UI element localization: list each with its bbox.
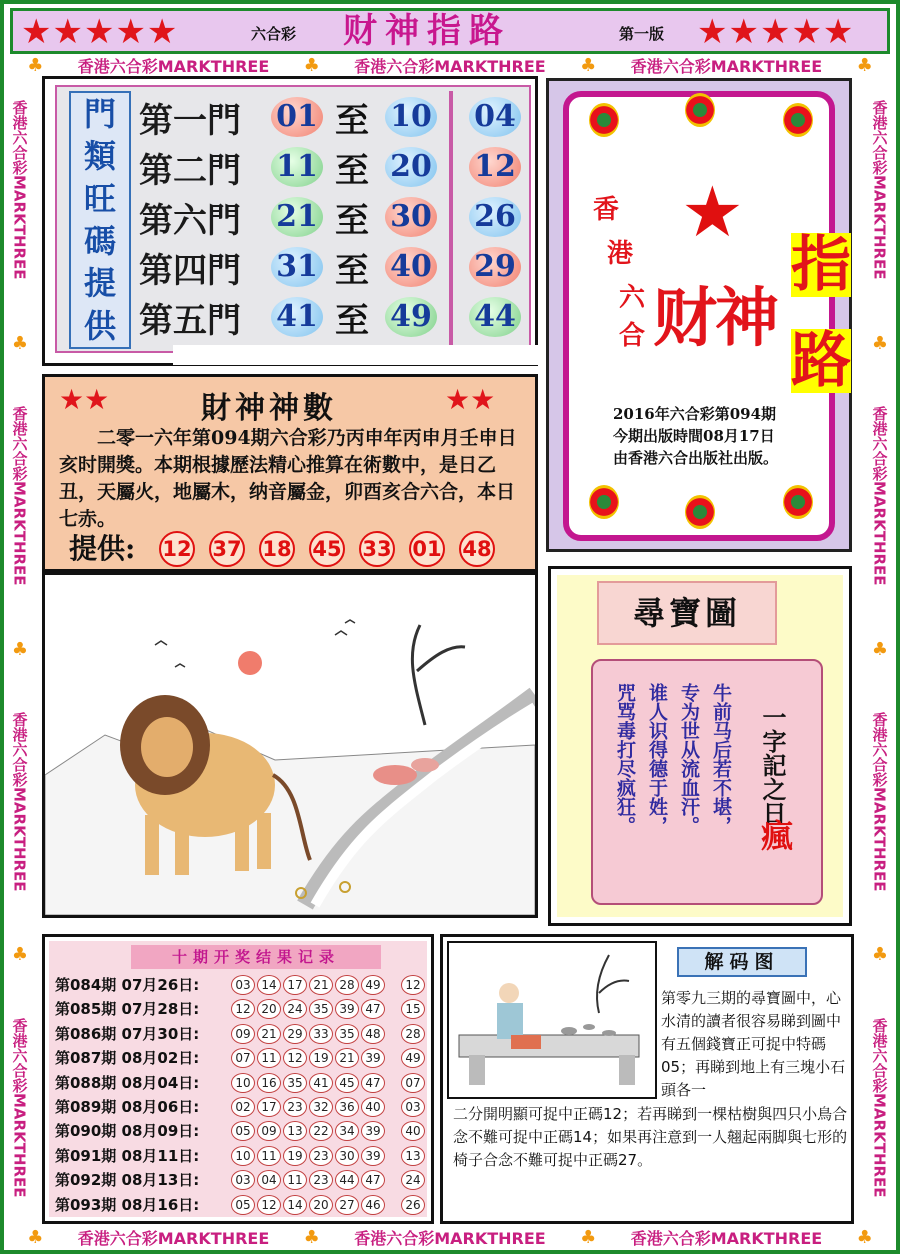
door-name: 第一門: [139, 101, 241, 141]
treasure-panel: [548, 566, 852, 926]
border-text: 香港六合彩MARKTHREE: [870, 100, 889, 280]
coin-icon: [685, 93, 715, 127]
records-title: 十期开奖结果记录: [131, 945, 381, 969]
border-strip-right: [868, 74, 892, 1224]
number-ball: 33: [359, 531, 395, 567]
record-row: [55, 1193, 427, 1217]
record-number: 36: [335, 1097, 359, 1117]
door-to-label: 至: [335, 301, 369, 341]
brand-vertical-char: 六: [619, 283, 646, 313]
record-number: 47: [361, 999, 385, 1019]
door-to-ball: 20: [385, 147, 437, 187]
record-number: 41: [309, 1073, 333, 1093]
record-number: 19: [309, 1048, 333, 1068]
side-char: 門: [83, 95, 116, 134]
poem-column: 牛前马后若不堪，: [710, 683, 732, 835]
door-name: 第六門: [139, 201, 241, 241]
record-number: 24: [283, 999, 307, 1019]
record-number: 03: [231, 1170, 255, 1190]
record-special-number: 28: [401, 1024, 425, 1044]
border-text: 香港六合彩MARKTHREE: [354, 56, 546, 76]
side-char: 供: [83, 306, 116, 345]
clover-icon: ♣: [856, 1226, 873, 1248]
coin-icon: [589, 103, 619, 137]
record-row: [55, 1144, 427, 1168]
border-text: 香港六合彩MARKTHREE: [77, 1228, 270, 1248]
record-special-number: 49: [401, 1048, 425, 1068]
scholar-scene-icon: [449, 943, 655, 1097]
door-row: [139, 191, 529, 241]
border-strip-left: [8, 74, 32, 1224]
record-number: 04: [257, 1170, 281, 1190]
numbers-title: 財神神數: [201, 391, 337, 426]
door-name: 第四門: [139, 251, 241, 291]
border-text: 香港六合彩MARKTHREE: [10, 100, 29, 280]
record-row: [55, 1168, 427, 1192]
coin-icon: [783, 103, 813, 137]
border-strip-top: [10, 52, 890, 78]
record-special-number: 03: [401, 1097, 425, 1117]
record-number: 13: [283, 1121, 307, 1141]
poem-scroll: [591, 659, 823, 905]
record-number: 12: [283, 1048, 307, 1068]
side-char: 提: [83, 264, 116, 303]
brand-paper: [563, 91, 851, 541]
door-to-label: 至: [335, 151, 369, 191]
numbers-panel: [42, 374, 538, 572]
record-number: 23: [309, 1170, 333, 1190]
door-to-label: 至: [335, 101, 369, 141]
record-special-number: 26: [401, 1195, 425, 1215]
border-text: 香港六合彩MARKTHREE: [10, 1018, 29, 1198]
red-star-icon: ★: [681, 171, 744, 253]
record-number: 23: [309, 1146, 333, 1166]
number-ball: 45: [309, 531, 345, 567]
record-number: 12: [231, 999, 255, 1019]
coin-icon: [589, 485, 619, 519]
record-number: 21: [335, 1048, 359, 1068]
record-number: 02: [231, 1097, 255, 1117]
record-row: [55, 997, 427, 1021]
treasure-title: 尋寶圖: [597, 581, 777, 645]
brand-vertical-char: 合: [619, 321, 646, 351]
border-text: 香港六合彩MARKTHREE: [77, 56, 270, 76]
door-to-label: 至: [335, 201, 369, 241]
record-number: 29: [283, 1024, 307, 1044]
record-special-number: 13: [401, 1146, 425, 1166]
decode-illustration: [447, 941, 657, 1099]
lion-illustration: [42, 572, 538, 918]
decode-text-upper: 第零九三期的尋寶圖中，心水清的讀者很容易睇到圖中有五個錢寶正可捉中特碼05；再睇到地上有三塊小石頭各一: [661, 989, 846, 1099]
record-number: 17: [283, 975, 307, 995]
record-number: 28: [335, 975, 359, 995]
clover-icon: ♣: [303, 1226, 320, 1248]
clover-icon: ♣: [303, 54, 320, 76]
record-number: 11: [257, 1146, 281, 1166]
record-special-number: 15: [401, 999, 425, 1019]
record-number: 33: [309, 1024, 333, 1044]
record-number: 23: [283, 1097, 307, 1117]
record-label: 第088期 08月04日:: [55, 1073, 200, 1092]
decode-title: 解码图: [677, 947, 807, 977]
record-label: 第092期 08月13日:: [55, 1171, 200, 1190]
record-number: 30: [335, 1146, 359, 1166]
clover-icon: ♣: [580, 54, 597, 76]
poem-column: 咒骂毒打尽疯狂。: [614, 683, 636, 835]
record-number: 27: [335, 1195, 359, 1215]
record-number: 39: [335, 999, 359, 1019]
record-number: 40: [361, 1097, 385, 1117]
record-special-number: 07: [401, 1073, 425, 1093]
border-text: 香港六合彩MARKTHREE: [10, 712, 29, 892]
record-number: 10: [231, 1073, 255, 1093]
records-inner: [49, 941, 427, 1217]
decode-text-lower: 二分開明顯可捉中正碼12；若再睇到一棵枯樹與四只小鳥合念不難可捉中正碼14；如果再注意到一人翹起兩脚與七形的椅子合念不難可捉中正碼27。: [453, 1105, 848, 1169]
record-number: 14: [257, 975, 281, 995]
number-ball: 12: [159, 531, 195, 567]
door-pick-ball: 12: [469, 147, 521, 187]
door-row: [139, 241, 529, 291]
poem-head: 一字記之日: [758, 705, 787, 825]
decode-panel: [440, 934, 854, 1224]
record-label: 第086期 07月30日:: [55, 1024, 200, 1043]
record-number: 35: [335, 1024, 359, 1044]
records-panel: [42, 934, 434, 1224]
brand-info-line: 2016年六合彩第094期: [613, 405, 777, 423]
record-row: [55, 1046, 427, 1070]
brand-big-title: 财神: [653, 282, 777, 356]
record-number: 16: [257, 1073, 281, 1093]
door-from-ball: 41: [271, 297, 323, 337]
brand-vertical-char: 香: [593, 195, 620, 225]
doors-inner: [55, 85, 531, 353]
record-special-number: 40: [401, 1121, 425, 1141]
door-from-ball: 11: [271, 147, 323, 187]
poem-column: 谁人识得德于姓，: [646, 683, 668, 835]
record-label: 第090期 08月09日:: [55, 1122, 200, 1141]
record-row: [55, 1022, 427, 1046]
clover-icon: ♣: [871, 332, 889, 354]
clover-icon: ♣: [27, 1226, 44, 1248]
numbers-text: 二零一六年第094期六合彩乃丙申年丙申月壬申日亥时開獎。本期根據歷法精心推算在術數中，是日乙丑，天屬火，地屬木，纳音屬金，卯酉亥合六合，本日七赤。: [59, 427, 517, 530]
header-banner: [10, 8, 890, 54]
door-to-ball: 30: [385, 197, 437, 237]
lion-scene-icon: [45, 575, 535, 915]
record-number: 11: [283, 1170, 307, 1190]
door-to-label: 至: [335, 251, 369, 291]
header-stars-right: ★★★★★: [697, 12, 855, 52]
door-to-ball: 49: [385, 297, 437, 337]
record-row: [55, 1119, 427, 1143]
record-row: [55, 1071, 427, 1095]
border-text: 香港六合彩MARKTHREE: [870, 1018, 889, 1198]
border-text: 香港六合彩MARKTHREE: [354, 1228, 546, 1248]
record-number: 20: [309, 1195, 333, 1215]
doors-side-label: [69, 91, 131, 349]
clover-icon: ♣: [580, 1226, 597, 1248]
brand-info-line: 由香港六合出版社出版。: [613, 449, 779, 467]
number-ball: 01: [409, 531, 445, 567]
clover-icon: ♣: [856, 54, 873, 76]
side-char: 類: [83, 137, 116, 176]
border-text: 香港六合彩MARKTHREE: [630, 56, 823, 76]
record-number: 09: [231, 1024, 255, 1044]
record-number: 11: [257, 1048, 281, 1068]
door-name: 第二門: [139, 151, 241, 191]
blank-strip: [173, 345, 543, 365]
border-text: 香港六合彩MARKTHREE: [870, 406, 889, 586]
record-row: [55, 973, 427, 997]
door-pick-ball: 04: [469, 97, 521, 137]
record-number: 14: [283, 1195, 307, 1215]
door-name: 第五門: [139, 301, 241, 341]
record-label: 第089期 08月06日:: [55, 1098, 200, 1116]
record-number: 05: [231, 1195, 255, 1215]
record-row: [55, 1095, 427, 1119]
door-to-ball: 40: [385, 247, 437, 287]
border-strip-bottom: [10, 1224, 890, 1250]
coin-icon: [685, 495, 715, 529]
poem-column: 专为世从流血汗。: [678, 683, 700, 835]
record-number: 21: [257, 1024, 281, 1044]
record-label: 第091期 08月11日:: [55, 1146, 200, 1165]
door-from-ball: 21: [271, 197, 323, 237]
record-number: 46: [361, 1195, 385, 1215]
door-pick-ball: 29: [469, 247, 521, 287]
coin-icon: [783, 485, 813, 519]
record-number: 09: [257, 1121, 281, 1141]
clover-icon: ♣: [11, 332, 29, 354]
header-stars-left: ★★★★★: [21, 12, 179, 52]
record-number: 45: [335, 1073, 359, 1093]
door-row: [139, 91, 529, 141]
doors-panel: [42, 76, 538, 366]
record-number: 47: [361, 1170, 385, 1190]
poem-answer: 瘋: [761, 817, 794, 855]
clover-icon: ♣: [27, 54, 44, 76]
door-from-ball: 01: [271, 97, 323, 137]
record-number: 17: [257, 1097, 281, 1117]
border-text: 香港六合彩MARKTHREE: [630, 1228, 823, 1248]
record-special-number: 12: [401, 975, 425, 995]
record-number: 39: [361, 1146, 385, 1166]
header-lottery-label: 六合彩: [251, 25, 297, 43]
brand-lu: 路: [791, 326, 851, 396]
side-char: 旺: [83, 179, 116, 218]
clover-icon: ♣: [11, 638, 29, 660]
record-number: 20: [257, 999, 281, 1019]
record-number: 39: [361, 1121, 385, 1141]
record-number: 49: [361, 975, 385, 995]
record-number: 32: [309, 1097, 333, 1117]
record-label: 第093期 08月16日:: [55, 1195, 200, 1214]
record-number: 03: [231, 975, 255, 995]
number-ball: 37: [209, 531, 245, 567]
record-label: 第087期 08月02日:: [55, 1049, 200, 1068]
record-number: 48: [361, 1024, 385, 1044]
door-from-ball: 31: [271, 247, 323, 287]
record-special-number: 24: [401, 1170, 425, 1190]
clover-icon: ♣: [871, 944, 889, 966]
record-label: 第084期 07月26日:: [55, 976, 200, 994]
record-number: 21: [309, 975, 333, 995]
record-number: 07: [231, 1048, 255, 1068]
brand-zhi: 指: [791, 230, 851, 300]
side-char: 碼: [83, 222, 116, 261]
record-number: 10: [231, 1146, 255, 1166]
brand-info-line: 今期出版時間08月17日: [613, 427, 775, 445]
door-row: [139, 141, 529, 191]
stars-right: ★★: [445, 383, 496, 416]
record-number: 35: [283, 1073, 307, 1093]
clover-icon: ♣: [11, 944, 29, 966]
record-number: 35: [309, 999, 333, 1019]
numbers-label: 提供:: [69, 532, 136, 565]
record-number: 22: [309, 1121, 333, 1141]
door-pick-ball: 26: [469, 197, 521, 237]
brand-panel: [546, 78, 852, 552]
header-title: 财神指路: [343, 11, 511, 51]
header-edition: 第一版: [619, 25, 665, 43]
record-number: 05: [231, 1121, 255, 1141]
door-pick-ball: 44: [469, 297, 521, 337]
brand-vertical-char: 港: [607, 239, 634, 269]
border-text: 香港六合彩MARKTHREE: [10, 406, 29, 586]
record-number: 19: [283, 1146, 307, 1166]
border-text: 香港六合彩MARKTHREE: [870, 712, 889, 892]
record-number: 47: [361, 1073, 385, 1093]
record-number: 39: [361, 1048, 385, 1068]
record-label: 第085期 07月28日:: [55, 1000, 200, 1019]
door-to-ball: 10: [385, 97, 437, 137]
number-ball: 18: [259, 531, 295, 567]
number-ball: 48: [459, 531, 495, 567]
record-number: 12: [257, 1195, 281, 1215]
clover-icon: ♣: [871, 638, 889, 660]
record-number: 44: [335, 1170, 359, 1190]
treasure-inner: [557, 575, 843, 917]
door-row: [139, 291, 529, 341]
record-number: 34: [335, 1121, 359, 1141]
stars-left: ★★: [59, 383, 110, 416]
